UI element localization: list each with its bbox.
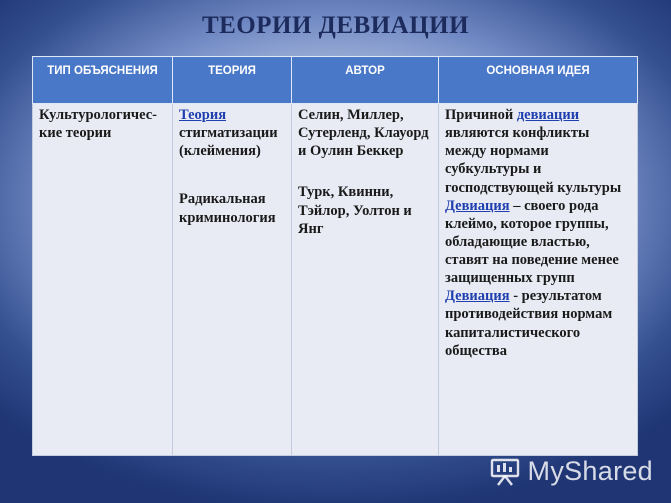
authors2-text: Турк, Квинни, Тэйлор, Уолтон и Янг (298, 184, 412, 237)
myshared-watermark (490, 456, 653, 487)
cell-type (33, 104, 173, 456)
theory1-text: стигматизации (клеймения) (179, 125, 278, 160)
cell-author (292, 104, 439, 456)
header-idea: ОСНОВНАЯ ИДЕЯ (439, 57, 638, 104)
authors1-text: Селин, Миллер, Сутерленд, Клауорд и Оулин Беккер (298, 107, 429, 160)
table-row (33, 104, 638, 456)
cell-theory (173, 104, 292, 456)
header-type: ТИП ОБЪЯСНЕНИЯ (33, 57, 173, 104)
cell-idea (439, 104, 638, 456)
table-header-row (33, 57, 638, 104)
type-text: Культурологичес-кие теории (39, 107, 157, 142)
idea-p3-text: - результатом противодействия нормам капиталистического общества (445, 288, 613, 359)
header-theory: ТЕОРИЯ (173, 57, 292, 104)
deviation-link-2[interactable]: Девиация (445, 197, 510, 214)
watermark-text: MyShared (527, 456, 653, 486)
presentation-board-icon (490, 458, 520, 486)
deviation-link-3[interactable]: Девиация (445, 288, 510, 305)
theories-table-wrapper (32, 56, 637, 456)
slide-title: ТЕОРИИ ДЕВИАЦИИ (201, 12, 470, 39)
idea-p1-text: являются конфликты между нормами субкультуры и господствующей культуры (445, 125, 622, 196)
idea-p2-text: – своего рода клеймо, которое группы, обладающие властью, ставят на поведение менее защищенных групп (445, 197, 619, 287)
theory2-text: Радикальная криминология (179, 191, 276, 226)
deviation-link-1[interactable]: девиации (516, 107, 580, 123)
idea-p1-prefix: Причиной (445, 107, 514, 123)
theory-link[interactable]: Теория (179, 107, 227, 123)
header-author: АВТОР (292, 57, 439, 104)
theories-table (32, 56, 638, 456)
